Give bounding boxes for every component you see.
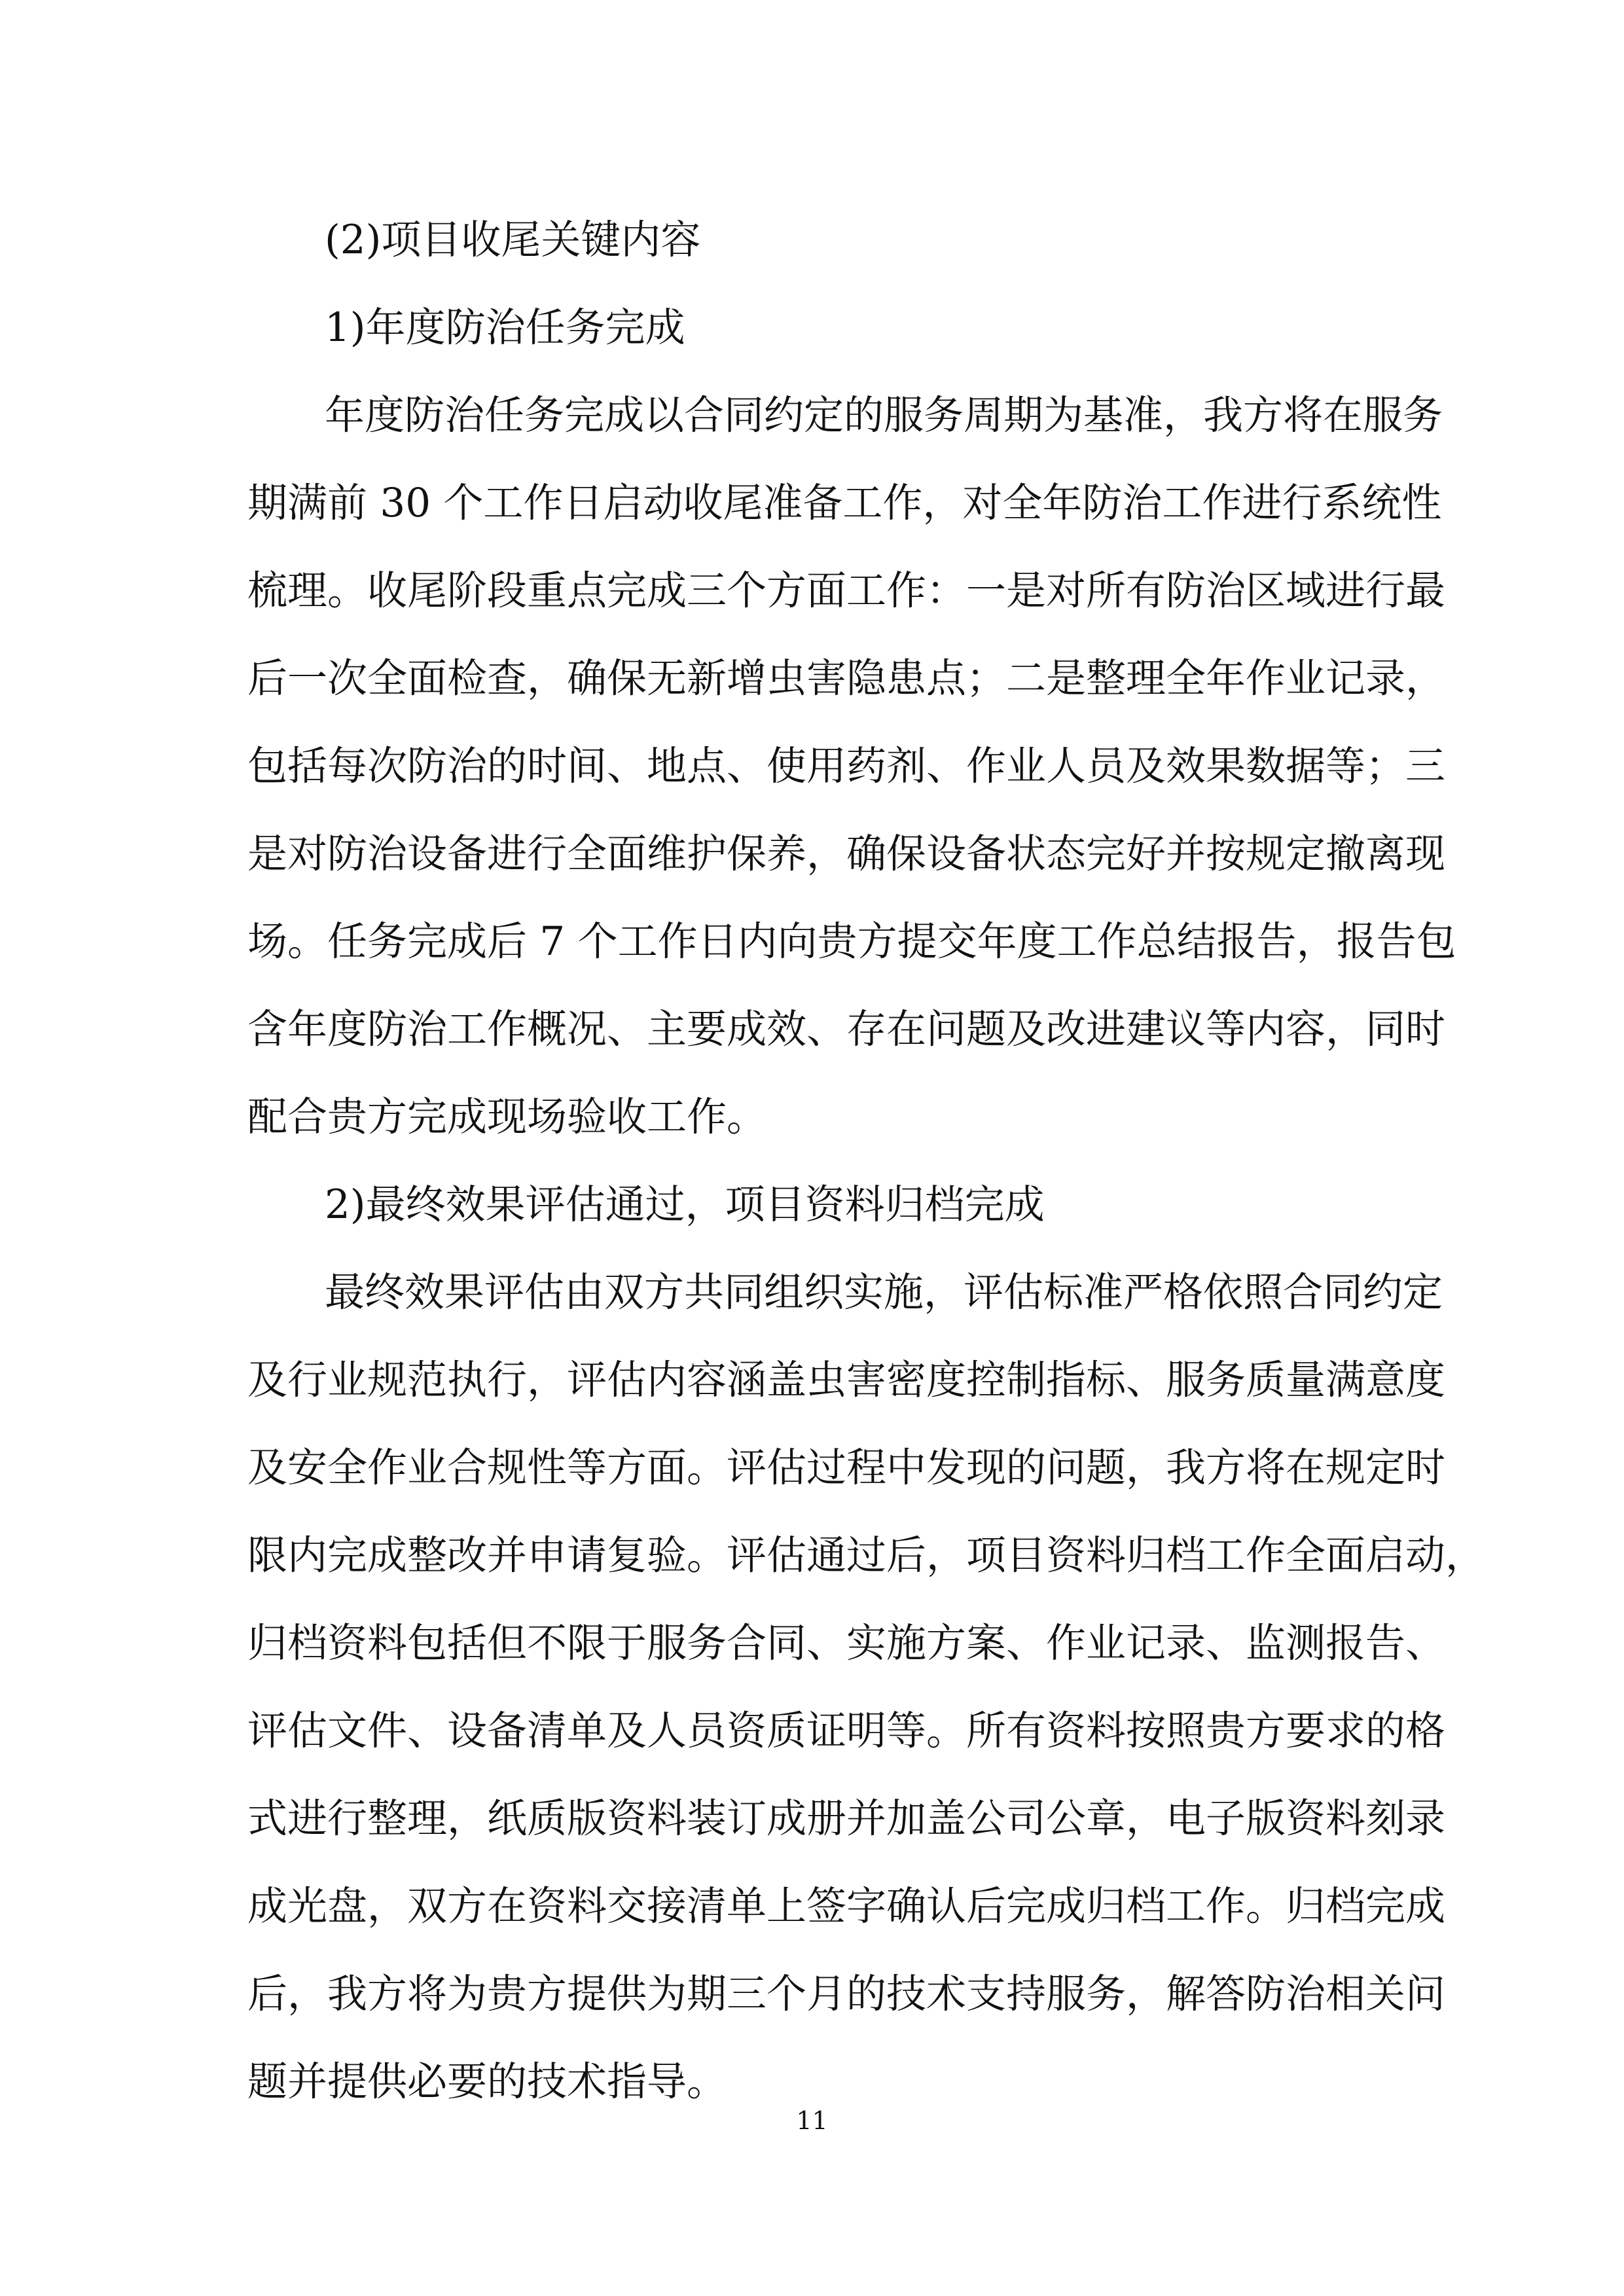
paragraph-line: 后，我方将为贵方提供为期三个月的技术支持服务，解答防治相关问 — [247, 1971, 1446, 2017]
section-heading-main: (2)项目收尾关键内容 — [325, 217, 701, 263]
paragraph-line: 包括每次防治的时间、地点、使用药剂、作业人员及效果数据等；三 — [247, 743, 1446, 789]
paragraph-line: 题并提供必要的技术指导。 — [247, 2058, 727, 2105]
paragraph-line: 归档资料包括但不限于服务合同、实施方案、作业记录、监测报告、 — [247, 1620, 1446, 1666]
paragraph-line: 年度防治任务完成以合同约定的服务周期为基准，我方将在服务 — [325, 392, 1443, 439]
section1-heading: 1)年度防治任务完成 — [325, 304, 685, 351]
paragraph-line: 场。任务完成后 7 个工作日内向贵方提交年度工作总结报告，报告包 — [247, 918, 1456, 965]
page-number: 11 — [796, 2106, 828, 2135]
section2-heading: 2)最终效果评估通过，项目资料归档完成 — [325, 1181, 1045, 1228]
paragraph-line: 梳理。收尾阶段重点完成三个方面工作：一是对所有防治区域进行最 — [247, 567, 1446, 614]
document-body — [247, 196, 1486, 2126]
paragraph-line: 成光盘，双方在资料交接清单上签字确认后完成归档工作。归档完成 — [247, 1883, 1446, 1929]
paragraph-line: 评估文件、设备清单及人员资质证明等。所有资料按照贵方要求的格 — [247, 1708, 1446, 1754]
paragraph-line: 及行业规范执行，评估内容涵盖虫害密度控制指标、服务质量满意度 — [247, 1357, 1446, 1403]
paragraph-line: 含年度防治工作概况、主要成效、存在问题及改进建议等内容，同时 — [247, 1006, 1446, 1052]
paragraph-line: 及安全作业合规性等方面。评估过程中发现的问题，我方将在规定时 — [247, 1444, 1446, 1491]
paragraph-line: 式进行整理，纸质版资料装订成册并加盖公司公章，电子版资料刻录 — [247, 1795, 1446, 1842]
paragraph-line: 限内完成整改并申请复验。评估通过后，项目资料归档工作全面启动， — [247, 1532, 1486, 1579]
paragraph-line: 是对防治设备进行全面维护保养，确保设备状态完好并按规定撤离现 — [247, 831, 1446, 877]
paragraph-line: 最终效果评估由双方共同组织实施，评估标准严格依照合同约定 — [325, 1269, 1443, 1316]
paragraph-line: 期满前 30 个工作日启动收尾准备工作，对全年防治工作进行系统性 — [247, 480, 1442, 526]
paragraph-line: 后一次全面检查，确保无新增虫害隐患点；二是整理全年作业记录， — [247, 655, 1446, 702]
paragraph-line: 配合贵方完成现场验收工作。 — [247, 1094, 767, 1140]
